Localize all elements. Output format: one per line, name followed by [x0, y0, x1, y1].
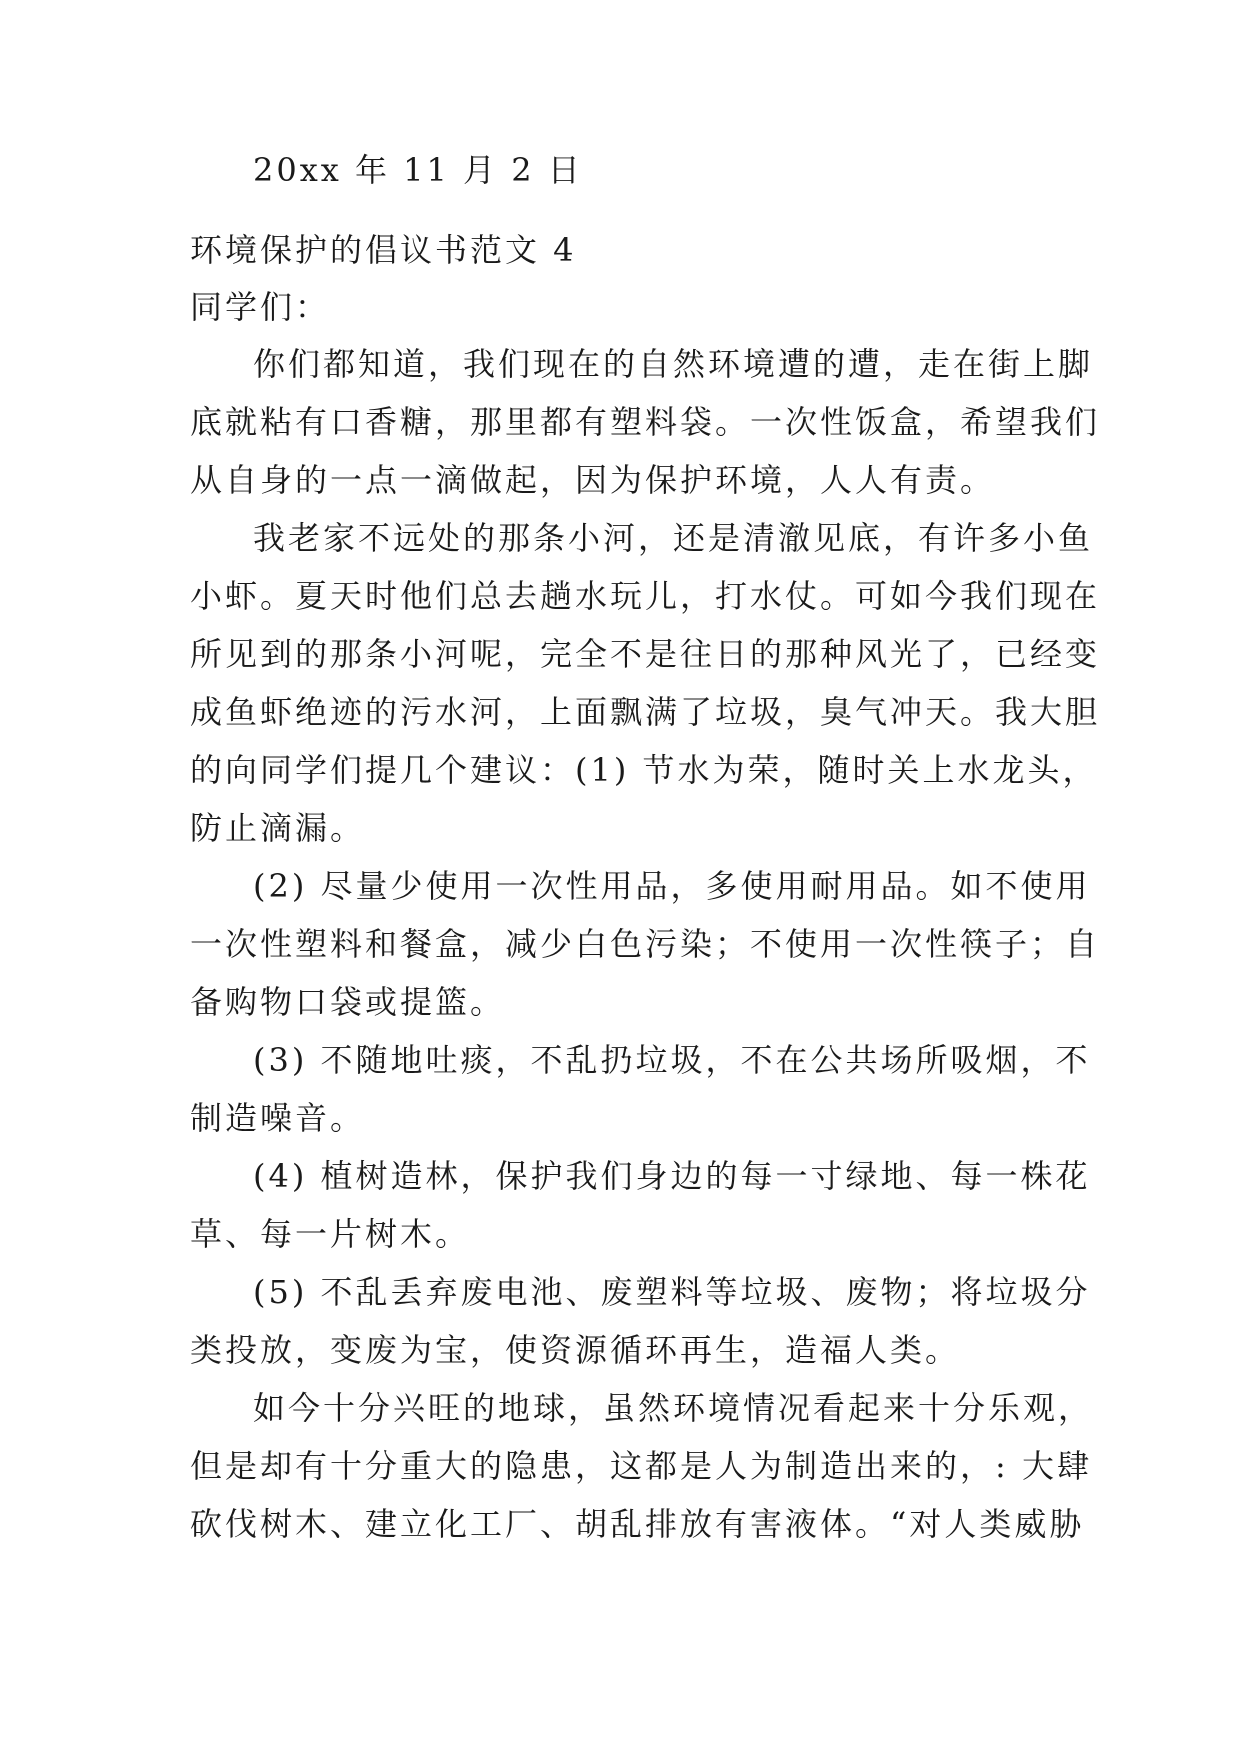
- paragraph-line: 砍伐树木、建立化工厂、胡乱排放有害液体。“对人类威胁: [190, 1505, 1085, 1543]
- document-title: 环境保护的倡议书范文 4: [190, 231, 577, 269]
- paragraph-line: 你们都知道，我们现在的自然环境遭的遭，走在街上脚: [253, 345, 1094, 383]
- date-line: 20xx 年 11 月 2 日: [253, 151, 583, 189]
- paragraph-line: 如今十分兴旺的地球，虽然环境情况看起来十分乐观，: [253, 1389, 1094, 1427]
- paragraph-line: (4) 植树造林，保护我们身边的每一寸绿地、每一株花: [253, 1157, 1091, 1195]
- paragraph-line: 小虾。夏天时他们总去趟水玩儿，打水仗。可如今我们现在: [190, 577, 1101, 615]
- paragraph-line: 从自身的一点一滴做起，因为保护环境，人人有责。: [190, 461, 996, 499]
- paragraph-line: 备购物口袋或提篮。: [190, 983, 506, 1021]
- paragraph-line: 的向同学们提几个建议：(1) 节水为荣，随时关上水龙头，: [190, 751, 1098, 789]
- paragraph-line: 所见到的那条小河呢，完全不是往日的那种风光了，已经变: [190, 635, 1101, 673]
- paragraph-line: 制造噪音。: [190, 1099, 366, 1137]
- paragraph-line: 防止滴漏。: [190, 809, 366, 847]
- paragraph-line: 一次性塑料和餐盒，减少白色污染；不使用一次性筷子；自: [190, 925, 1101, 963]
- paragraph-line: 底就粘有口香糖，那里都有塑料袋。一次性饭盒，希望我们: [190, 403, 1101, 441]
- paragraph-line: 类投放，变废为宝，使资源循环再生，造福人类。: [190, 1331, 961, 1369]
- paragraph-line: 草、每一片树木。: [190, 1215, 471, 1253]
- paragraph-line: (2) 尽量少使用一次性用品，多使用耐用品。如不使用: [253, 867, 1091, 905]
- paragraph-line: (5) 不乱丢弃废电池、废塑料等垃圾、废物；将垃圾分: [253, 1273, 1091, 1311]
- paragraph-line: (3) 不随地吐痰，不乱扔垃圾，不在公共场所吸烟，不: [253, 1041, 1091, 1079]
- paragraph-line: 成鱼虾绝迹的污水河，上面飘满了垃圾，臭气冲天。我大胆: [190, 693, 1101, 731]
- paragraph-line: 我老家不远处的那条小河，还是清澈见底，有许多小鱼: [253, 519, 1094, 557]
- paragraph-line: 但是却有十分重大的隐患，这都是人为制造出来的，: 大肆: [190, 1447, 1092, 1485]
- salutation: 同学们：: [190, 288, 331, 326]
